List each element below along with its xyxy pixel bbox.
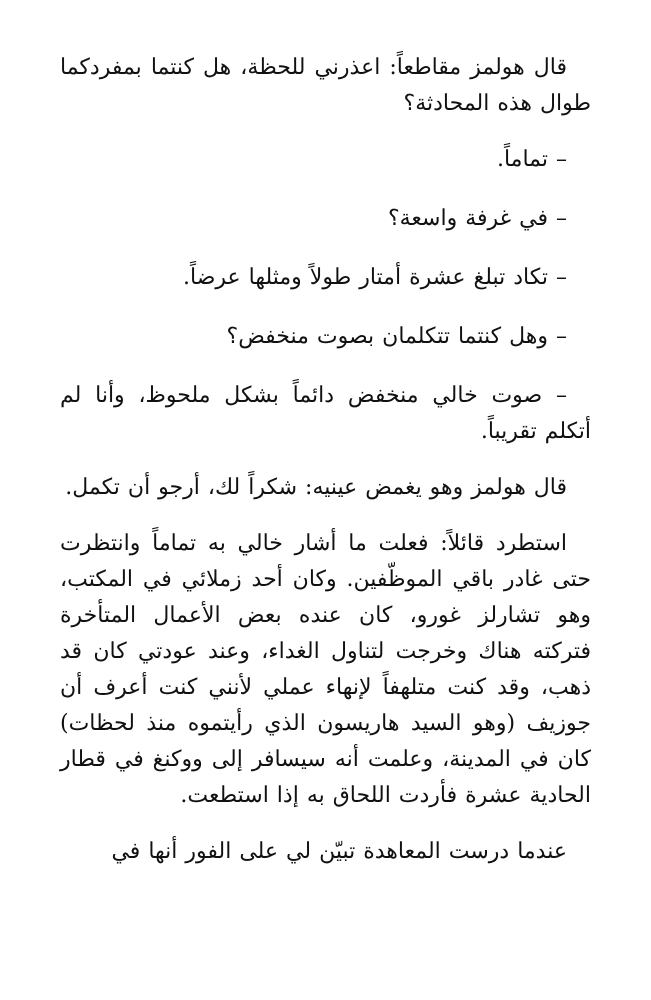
paragraph-holmes-interrupts: قال هولمز مقاطعاً: اعذرني للحظة، هل كنتما بمفردكما طوال هذه المحادثة؟	[60, 55, 591, 116]
dialogue-line-large-room: – في غرفة واسعة؟	[387, 206, 567, 231]
dialogue-line-uncle-voice: – صوت خالي منخفض دائماً بشكل ملحوظ، وأنا لم أتكلم تقريباً.	[60, 383, 591, 444]
paragraph-treaty: عندما درست المعاهدة تبيّن لي على الفور أنها في	[111, 839, 567, 864]
dialogue-line-low-voice: – وهل كنتما تتكلمان بصوت منخفض؟	[226, 324, 567, 349]
dialogue-line-room-size: – تكاد تبلغ عشرة أمتار طولاً ومثلها عرضاً.	[183, 265, 567, 290]
paragraph-narration: استطرد قائلاً: فعلت ما أشار خالي به تماماً وانتظرت حتى غادر باقي الموظّفين. وكان أحد زملائي في المكتب، وهو تشارلز غورو، كان عنده بعض الأعمال المتأخرة فتركته هناك وخرجت لتناول الغداء، وعند عودتي كان قد ذهب، وقد كنت متلهفاً لإنهاء عملي لأنني كنت أعرف أن جوزيف (وهو السيد هاريسون الذي رأيتموه منذ لحظات) كان في المدينة، وعلمت أنه سيسافر إلى ووكنغ في قطار الحادية عشرة فأردت اللحاق به إذا استطعت.	[60, 531, 591, 808]
paragraph-holmes-thanks: قال هولمز وهو يغمض عينيه: شكراً لك، أرجو أن تكمل.	[65, 475, 567, 500]
dialogue-line-quite: – تماماً.	[496, 147, 567, 172]
